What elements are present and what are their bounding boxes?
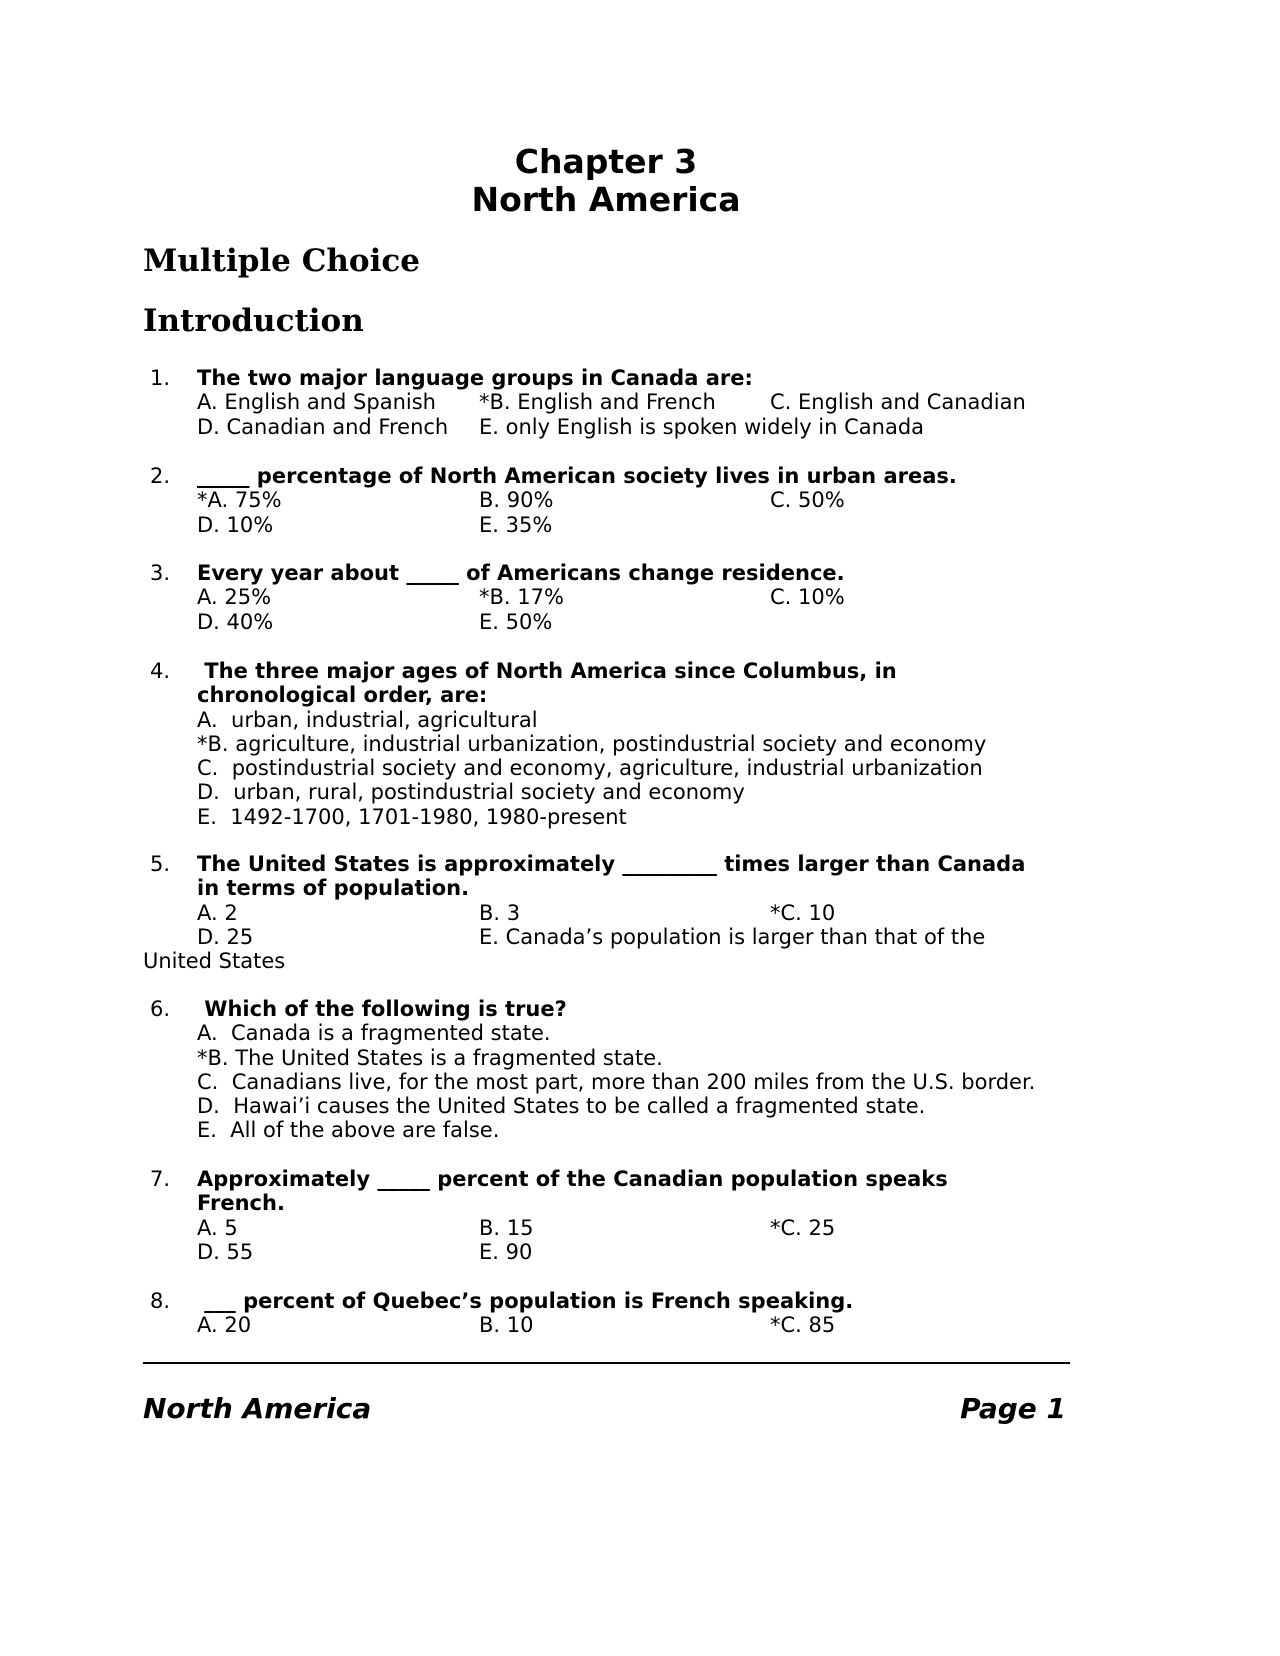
question-number: 3. xyxy=(150,561,171,585)
answer-option: *C. 25 xyxy=(770,1215,836,1240)
question-line xyxy=(0,464,1212,488)
option-row xyxy=(0,1021,1212,1045)
question-number: 8. xyxy=(150,1289,171,1313)
question-line xyxy=(0,561,1212,585)
question xyxy=(0,997,1212,1143)
question xyxy=(0,1289,1212,1338)
option-row xyxy=(0,1118,1212,1142)
footer-divider xyxy=(143,1362,1070,1364)
option-row xyxy=(0,1046,1212,1070)
question-line xyxy=(0,659,1212,683)
question-number: 5. xyxy=(150,852,171,876)
option-row xyxy=(0,610,1212,634)
answer-option: C. Canadians live, for the most part, more than 200 miles from the U.S. border. xyxy=(197,1069,1036,1094)
option-row xyxy=(0,901,1212,925)
section-heading: Multiple Choice xyxy=(143,243,420,279)
answer-option: E. 90 xyxy=(479,1239,533,1264)
answer-option: A. English and Spanish xyxy=(197,390,436,415)
question-line xyxy=(0,1167,1212,1191)
page-title: North America xyxy=(471,180,741,219)
question-line xyxy=(0,1191,1212,1215)
option-row xyxy=(0,708,1212,732)
option-row xyxy=(0,1094,1212,1118)
question-stem: in terms of population. xyxy=(197,876,470,901)
question xyxy=(0,659,1212,829)
answer-option: A. 2 xyxy=(197,900,238,925)
question-number: 2. xyxy=(150,464,171,488)
question-stem: Which of the following is true? xyxy=(197,997,567,1021)
answer-option: *B. English and French xyxy=(479,390,716,415)
answer-option: E. 1492-1700, 1701-1980, 1980-present xyxy=(197,804,627,829)
option-row xyxy=(0,756,1212,780)
question-number: 7. xyxy=(150,1167,171,1191)
answer-option: D. 25 xyxy=(197,924,254,949)
option-row xyxy=(0,585,1212,609)
option-row xyxy=(0,805,1212,829)
subsection-heading: Introduction xyxy=(143,303,364,339)
question-stem: ___ percent of Quebec’s population is French speaking. xyxy=(197,1289,854,1313)
answer-option: B. 15 xyxy=(479,1215,534,1240)
question-line xyxy=(0,876,1212,900)
answer-option: D. Canadian and French xyxy=(197,414,449,439)
answer-option: *B. agriculture, industrial urbanization, postindustrial society and economy xyxy=(197,731,987,756)
answer-option: A. Canada is a fragmented state. xyxy=(197,1021,551,1046)
footer-left: North America xyxy=(143,1392,372,1425)
answer-option: *C. 85 xyxy=(770,1313,836,1338)
answer-option: A. urban, industrial, agricultural xyxy=(197,707,538,732)
answer-option: B. 3 xyxy=(479,900,521,925)
question-line xyxy=(0,997,1212,1021)
question-stem: The two major language groups in Canada are: xyxy=(197,366,753,390)
answer-option: *B. The United States is a fragmented state. xyxy=(197,1045,663,1070)
option-row xyxy=(0,925,1212,949)
question xyxy=(0,852,1212,973)
question-number: 6. xyxy=(150,997,171,1021)
answer-option: B. 90% xyxy=(479,488,554,513)
answer-option: *A. 75% xyxy=(197,488,282,513)
option-row xyxy=(0,488,1212,512)
answer-option: C. 50% xyxy=(770,488,845,513)
answer-option: C. postindustrial society and economy, agriculture, industrial urbanization xyxy=(197,756,983,781)
answer-option: D. Hawai’i causes the United States to be called a fragmented state. xyxy=(197,1094,926,1119)
answer-option: E. All of the above are false. xyxy=(197,1118,500,1143)
option-continuation xyxy=(0,949,1212,973)
question-stem: chronological order, are: xyxy=(197,683,488,708)
question-line xyxy=(0,366,1212,390)
question-stem: The three major ages of North America since Columbus, in xyxy=(197,659,897,683)
option-row xyxy=(0,1070,1212,1094)
answer-option: E. 35% xyxy=(479,512,553,537)
question xyxy=(0,366,1212,439)
answer-option: E. only English is spoken widely in Canada xyxy=(479,414,925,439)
question-stem: _____ percentage of North American society lives in urban areas. xyxy=(197,464,957,488)
question-line xyxy=(0,683,1212,707)
option-row xyxy=(0,732,1212,756)
option-row xyxy=(0,513,1212,537)
question-line xyxy=(0,1289,1212,1313)
option-row xyxy=(0,1240,1212,1264)
answer-option: D. 10% xyxy=(197,512,274,537)
question-number: 1. xyxy=(150,366,171,390)
answer-option: D. 40% xyxy=(197,609,274,634)
option-row xyxy=(0,1216,1212,1240)
answer-option: A. 5 xyxy=(197,1215,238,1240)
answer-option: *B. 17% xyxy=(479,585,564,610)
question-line xyxy=(0,852,1212,876)
question-stem: The United States is approximately _________ times larger than Canada xyxy=(197,852,1026,876)
answer-option: D. urban, rural, postindustrial society and economy xyxy=(197,780,745,805)
option-row xyxy=(0,415,1212,439)
option-row xyxy=(0,390,1212,414)
answer-option: A. 25% xyxy=(197,585,272,610)
answer-option: E. 50% xyxy=(479,609,553,634)
question-number: 4. xyxy=(150,659,171,683)
chapter-heading: Chapter 3 xyxy=(514,142,698,181)
answer-option: C. English and Canadian xyxy=(770,390,1026,415)
footer-page-number: Page 1 xyxy=(960,1392,1066,1425)
option-row xyxy=(0,1313,1212,1337)
answer-option: E. Canada’s population is larger than that of the xyxy=(479,924,986,949)
question xyxy=(0,1167,1212,1264)
answer-option: A. 20 xyxy=(197,1313,252,1338)
option-row xyxy=(0,780,1212,804)
question-stem: Approximately _____ percent of the Canadian population speaks xyxy=(197,1167,948,1191)
question-stem: Every year about _____ of Americans change residence. xyxy=(197,561,845,585)
answer-option: B. 10 xyxy=(479,1313,534,1338)
question-stem: French. xyxy=(197,1191,285,1216)
answer-option: D. 55 xyxy=(197,1239,254,1264)
question xyxy=(0,464,1212,537)
answer-option: C. 10% xyxy=(770,585,845,610)
option-continuation-text: United States xyxy=(143,949,286,974)
answer-option: *C. 10 xyxy=(770,900,836,925)
question xyxy=(0,561,1212,634)
